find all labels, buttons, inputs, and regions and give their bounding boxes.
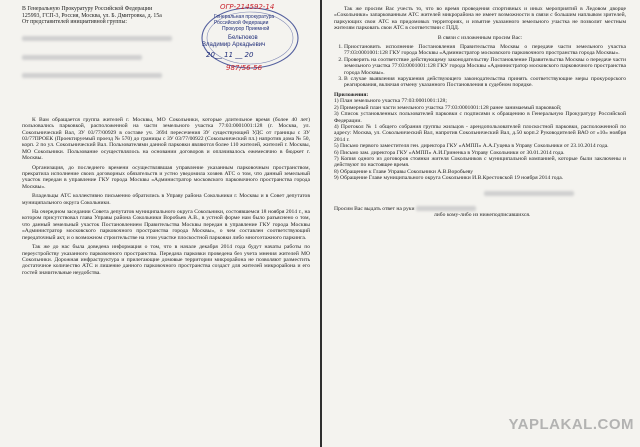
attachments-heading: Приложения: [334,91,369,98]
stamp-code: 987/56-56 [226,64,263,72]
request-item: 2. Проверить на соответствие действующему законодательству Постановление Правительства Москвы о передаче части земельного участка 77:03:0001001:128 ГКУ города Москвы «Администратор московского парковочного пространства города Москвы». [344,57,626,76]
redacted-signatures [484,185,626,203]
request-heading: В связи с изложенным просим Вас: [437,34,523,41]
attachment-item: 1) План земельного участка 77:03:0001001:128; [334,98,447,105]
request-list [334,44,626,89]
stamp-name: Бельтюков [228,35,258,41]
closing-text: Просим Вас выдать ответ на руки [334,205,415,212]
addressee-line: В Генеральную Прокуратуру Российской Федерации [22,6,153,12]
attachment-item: 9) Обращение Главе муниципального округа Сокольники И.В.Крестовской 19 ноября 2014 года. [334,175,564,182]
stamp-number: ОГР-214592-14 [220,3,275,11]
attachment-item: 6) Письмо зам. директора ГКУ «АМПП» А.И.Гриненка в Управу Сокольники от 30.01.2014 года. [334,149,565,156]
body-paragraph: Так же просим Вас учесть то, что во время проведения спортивных и иных мероприятий в Ледовом дворце «Сокольники» запаркованным АТС жителей микрорайона не имеет возможности в связи с большим наплывом зрителей, паркующих свои АТС на придомовых территориях, и изъятие указанного земельного участка не позволит местным жителям парковать свои АТС в соответствии с ПДД. [334,6,626,32]
watermark-logo: YAPLAKAL.COM [508,416,634,433]
request-item: 3. В случае выявления нарушения действующего законодательства принять соответствующие меры прокурорского реагирования, включая отмену указанного Постановления в судебном порядке. [344,76,626,89]
attachment-item: 8) Обращение к Главе Управы Сокольники А.В.Воробьеву [334,168,474,175]
stamp-date: 20__ 11 __ 20 [206,51,254,59]
attachment-item: 4) Протокол № 1 общего собрания группы жильцов - арендопользователей плоскостной парковки, расположенной по адресу: Москва, ул. Сокольнический Вал, напротив Сокольнический Вал, д.50 корп.2 Руководителей ВАО от «10» ноября 2014 г. [334,123,626,143]
reception-stamp [192,4,302,84]
closing-text: либо кому-либо из нижеподписавшихся. [434,211,531,218]
request-item: 1. Приостановить исполнение Постановления Правительства Москвы о передаче части земельного участка 77:03:0001001:128 ГКУ города Москвы «Администратор московского парковочного пространства города Москвы». [344,44,626,57]
addressee-line: От представителей инициативной группы: [22,19,127,26]
stamp-line: Прокурор Приемной [222,26,270,32]
attachments-list [334,98,626,181]
body-paragraph: Организация, до последнего времени осуществлявшая управление указанным парковочным пространством, прекратила исполнение своих договорных обязательств и устно уведомила хозяев АТС о том, что данный земельный участок передан в управление ГКУ города Москвы «Администратор московского парковочного пространства города Москвы». [22,164,310,190]
stamp-name: Владимир Аркадьевич [202,42,266,48]
addressee-line: 125993, ГСП-3, Россия, Москва, ул. Б. Дмитровка, д. 15а [22,12,162,19]
body-paragraph: К Вам обращается группа жителей г. Москвы, МО Сокольники, которые длительное время (более 40 лет) пользовались парковкой, расположенной на части земельного участка 77:03:0001001:128 (г. Москва, ул. Сокольнический Вал, ЗУ 03/77/00929 в составе уч. 3694 пересечения ЗУ существующей УДС от границы с ЗУ 03/77ПРОЕК (Проектируемый проезд № 570) до границы с ЗУ 03/77/00922 (Сокольнический пл.) напротив дома № 50, корп. 2 по ул. Сокольнический Вал. Пользователями данной парковки являются более 110 жителей, жителей г. Москвы, МО Сокольники. Пользование осуществлялось на основании договоров и оплачивалось ежемесячно в бюджет г. Москвы. [22,116,310,162]
stamp-line: Генеральная прокуратура [214,14,275,20]
attachment-item: 2) Примерный план части земельного участка 77:03:0001001:128 ранее занимаемый парковкой; [334,104,562,111]
document-page-right [322,0,640,447]
body-paragraph: На очередном заседании Совета депутатов муниципального округа Сокольники, состоявшемся 18 ноября 2014 г., на котором присутствовал глава Управы района Сокольники Воробьев А.В., в устной форме нам было разъяснено о том, что данный земельный участок Постановлением Правительства Москвы передан в управление ГКУ города Москвы «Администратор московского парковочного пространства города Москвы», о чем составлен соответствующий передаточный акт, и о возможном строительстве на этом участке плоскостной парковки либо многоэтажного паркинга. [22,209,310,241]
body-paragraph: Владельцы АТС коллективно письменно обратились в Управу района Сокольники г. Москвы и в Совет депутатов муниципального округа Сокольники. [22,193,310,206]
body-paragraph: Так же до нас была доведена информация о том, что в начале декабря 2014 года будут начаты работы по переустройству указанного парковочного пространства. Передача парковки проведена без учета мнения жителей МО Сокольники. Дорожная инфраструктура и прилегающие домовые территории микрорайона не позволяют разместить достаточное количество АТС и лишение данного парковочного пространства создаст для жителей микрорайона и его гостей значительные неудобства. [22,244,310,276]
redacted-name [416,206,476,211]
attachment-item: 5) Письмо первого заместителя ген. директора ГКУ «АМПП» А.А.Гуцева в Управу Сокольники от 23.10.2014 года. [334,143,609,150]
attachment-item: 7) Копия одного из договоров стоянки жителя Сокольников с муниципальной компанией, которые были заключены и действуют по настоящее время. [334,155,626,169]
stamp-line: Российской Федерации [214,20,269,26]
spacer [22,83,310,117]
attachment-item: 3) Список установленных пользователей парковки с подписями к обращению в Генеральную Прокуратуру Российской Федерации. [334,111,626,124]
